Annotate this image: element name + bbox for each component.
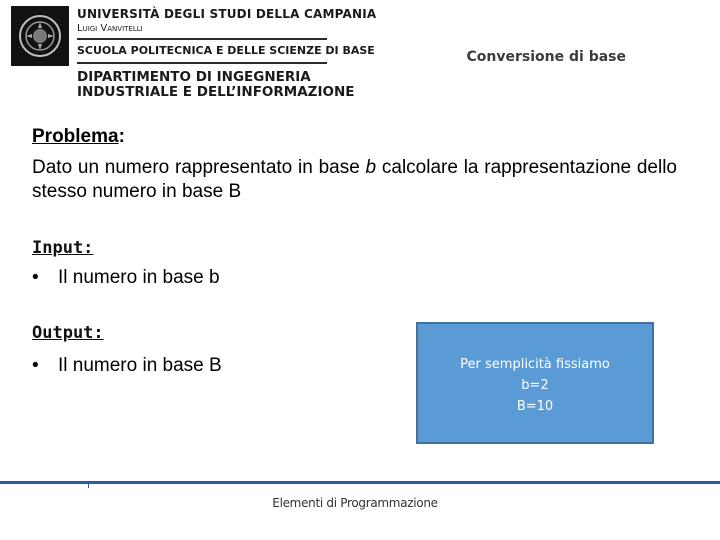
university-logo xyxy=(11,6,69,66)
header-divider xyxy=(77,62,327,64)
university-name: UNIVERSITÀ DEGLI STUDI DELLA CAMPANIA xyxy=(77,7,377,21)
department-name-line2: INDUSTRIALE E DELL’INFORMAZIONE xyxy=(77,84,355,100)
institution-header xyxy=(77,4,377,100)
problem-text-part: Dato un numero rappresentato in base xyxy=(32,157,366,178)
note-box xyxy=(416,322,654,444)
output-item-text: Il numero in base B xyxy=(58,355,222,376)
output-heading: Output: xyxy=(32,323,104,343)
note-line: b=2 xyxy=(521,378,549,393)
footer-course-name: Elementi di Programmazione xyxy=(272,496,438,510)
problem-heading xyxy=(32,126,125,148)
slide-title: Conversione di base xyxy=(466,49,626,65)
input-list-item xyxy=(32,267,220,289)
bullet: • xyxy=(32,355,39,376)
note-line: Per semplicità fissiamo xyxy=(460,357,610,372)
footer-tick xyxy=(88,484,89,488)
output-list-item xyxy=(32,355,222,377)
problem-variable: b xyxy=(365,157,377,178)
problem-heading-label: Problema xyxy=(32,126,119,147)
input-heading: Input: xyxy=(32,238,94,258)
university-seal-icon xyxy=(18,14,62,58)
university-dedication: Luigi Vanvitelli xyxy=(77,23,143,34)
bullet: • xyxy=(32,267,39,288)
note-line: B=10 xyxy=(516,399,554,414)
problem-text-part: calcolare la rappresentazione dello stesso numero in base B xyxy=(32,157,677,202)
header-divider xyxy=(77,38,327,40)
school-name: SCUOLA POLITECNICA E DELLE SCIENZE DI BASE xyxy=(77,44,375,57)
problem-description xyxy=(32,156,677,204)
footer-divider xyxy=(0,481,720,484)
problem-heading-colon: : xyxy=(118,126,125,147)
input-item-text: Il numero in base b xyxy=(58,267,220,288)
department-name-line1: DIPARTIMENTO DI INGEGNERIA xyxy=(77,69,311,85)
